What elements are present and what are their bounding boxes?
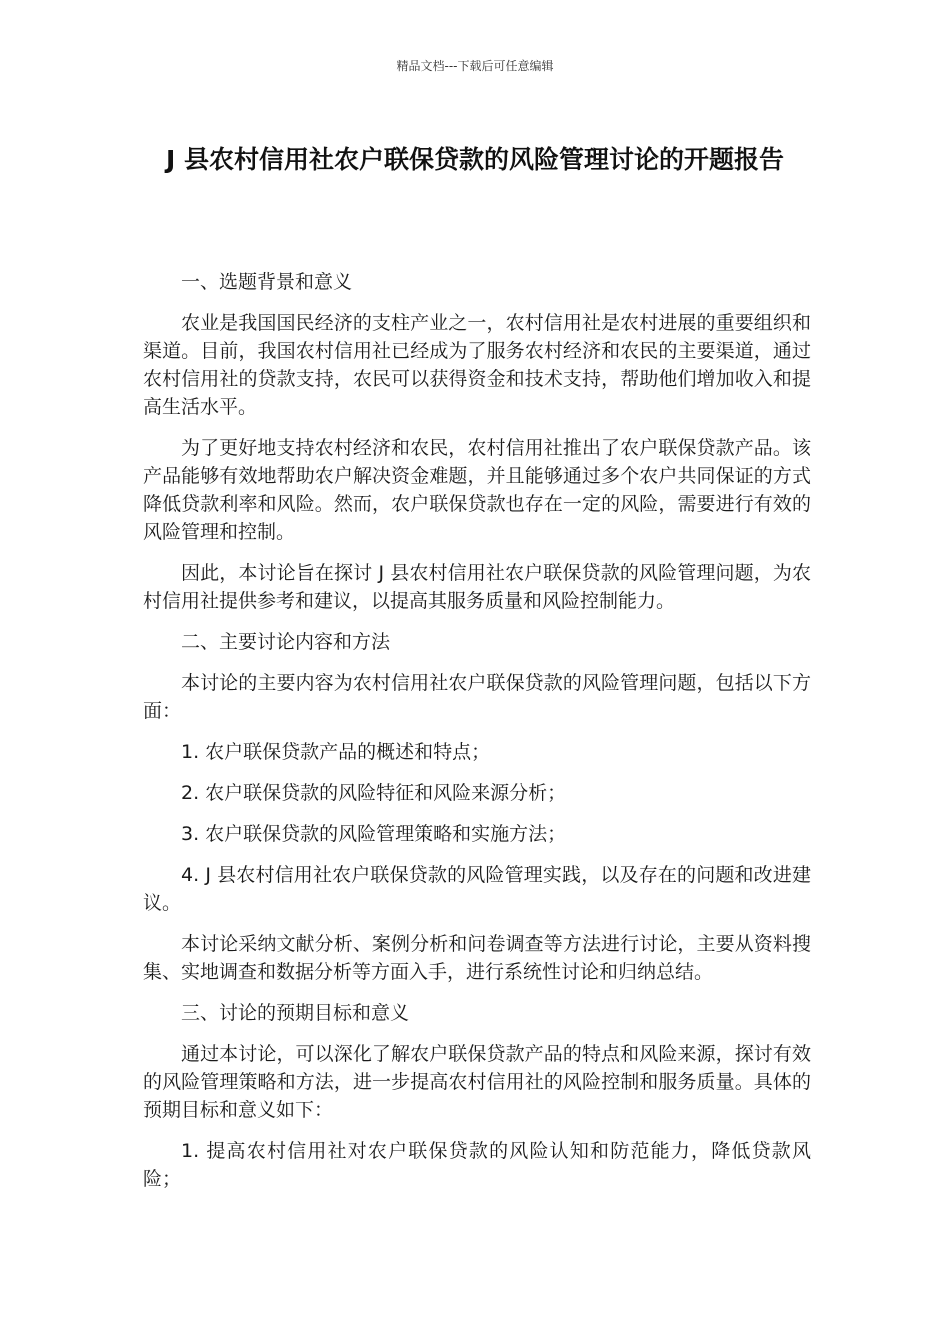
header-note: 精品文档---下载后可任意编辑	[396, 59, 554, 73]
section-heading: 二、主要讨论内容和方法	[181, 631, 391, 653]
body-paragraph: 为了更好地支持农村经济和农民，农村信用社推出了农户联保贷款产品。该产品能够有效地帮助农户解决资金难题，并且能够通过多个农户共同保证的方式降低贷款利率和风险。然而，农户联保贷款也存在一定的风险，需要进行有效的风险管理和控制。	[143, 437, 811, 543]
body-paragraph: 本讨论的主要内容为农村信用社农户联保贷款的风险管理问题，包括以下方面：	[143, 672, 811, 722]
list-item: 2. 农户联保贷款的风险特征和风险来源分析；	[181, 782, 567, 804]
body-paragraph: 本讨论采纳文献分析、案例分析和问卷调查等方法进行讨论，主要从资料搜集、实地调查和数据分析等方面入手，进行系统性讨论和归纳总结。	[143, 933, 811, 983]
body-paragraph: 因此，本讨论旨在探讨 J 县农村信用社农户联保贷款的风险管理问题，为农村信用社提供参考和建议，以提高其服务质量和风险控制能力。	[143, 562, 811, 612]
list-item: 1. 提高农村信用社对农户联保贷款的风险认知和防范能力，降低贷款风险；	[143, 1140, 811, 1190]
list-item: 3. 农户联保贷款的风险管理策略和实施方法；	[181, 823, 567, 845]
section-heading: 三、讨论的预期目标和意义	[181, 1002, 410, 1024]
list-item: 1. 农户联保贷款产品的概述和特点；	[181, 741, 491, 763]
document-title: J 县农村信用社农户联保贷款的风险管理讨论的开题报告	[165, 145, 784, 174]
section-heading: 一、选题背景和意义	[181, 271, 353, 293]
body-paragraph: 农业是我国国民经济的支柱产业之一，农村信用社是农村进展的重要组织和渠道。目前，我国农村信用社已经成为了服务农村经济和农民的主要渠道，通过农村信用社的贷款支持，农民可以获得资金和技术支持，帮助他们增加收入和提高生活水平。	[143, 312, 811, 418]
document-body	[143, 268, 811, 1206]
list-item: 4. J 县农村信用社农户联保贷款的风险管理实践，以及存在的问题和改进建议。	[143, 864, 811, 914]
body-paragraph: 通过本讨论，可以深化了解农户联保贷款产品的特点和风险来源，探讨有效的风险管理策略和方法，进一步提高农村信用社的风险控制和服务质量。具体的预期目标和意义如下：	[143, 1043, 811, 1121]
